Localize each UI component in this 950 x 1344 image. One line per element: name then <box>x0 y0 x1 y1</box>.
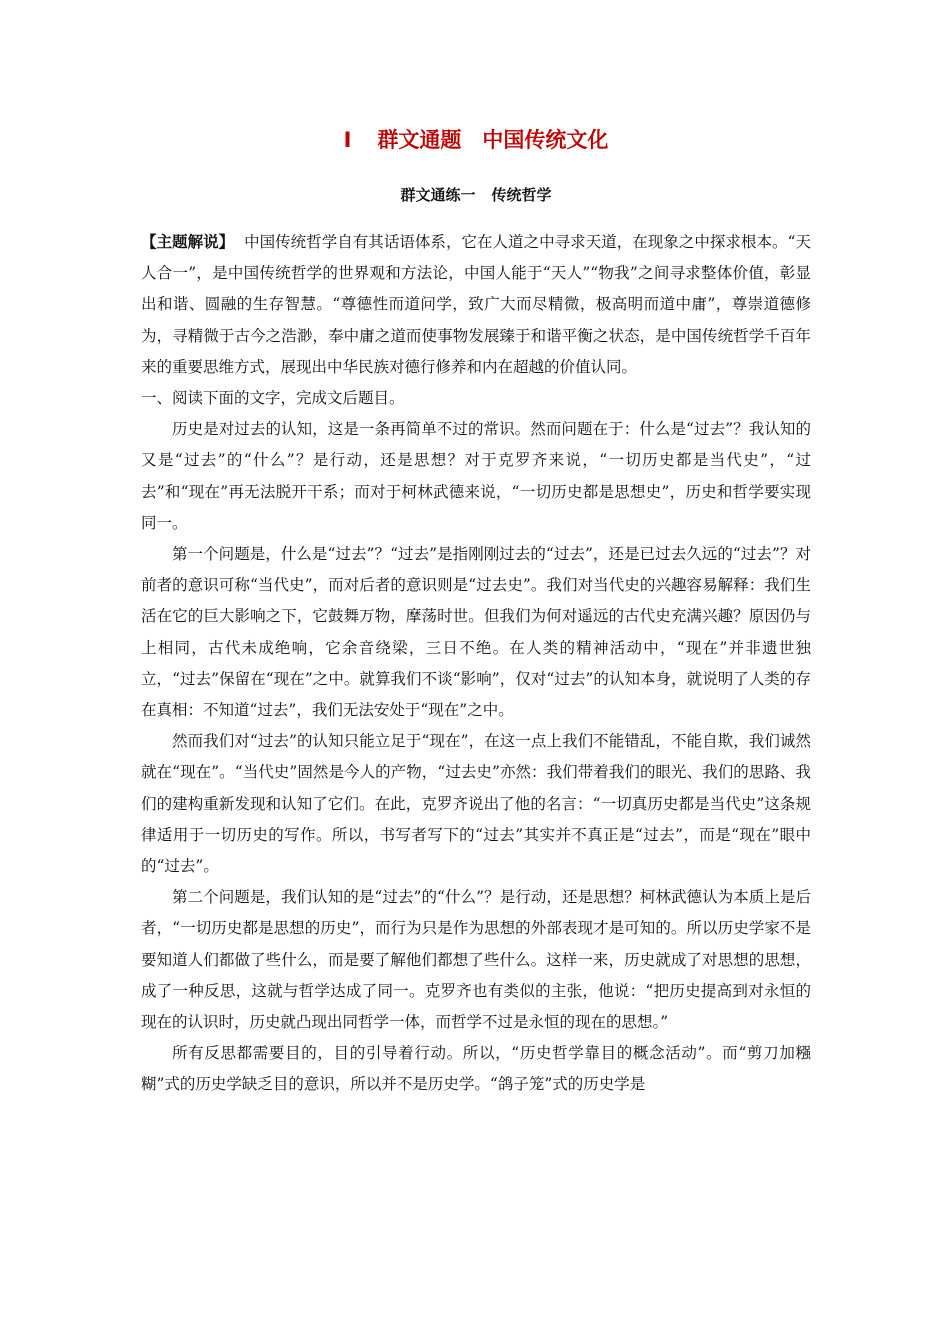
section-title: 群文通题 中国传统文化 <box>377 128 609 152</box>
paragraph: 历史是对过去的认知，这是一条再简单不过的常识。然而问题在于：什么是“过去”？我认知的又是“过去”的“什么”？是行动，还是思想？对于克罗齐来说，“一切历史都是当代史”，“过去”和“现在”再无法脱开干系；而对于柯林武德来说，“一切历史都是思想史”，历史和哲学要实现同一。 <box>141 420 811 532</box>
document-page <box>141 120 811 1101</box>
theme-intro <box>141 226 811 383</box>
sub-title-part2: 传统哲学 <box>491 186 552 204</box>
theme-tag: 【主题解说】 <box>141 232 235 251</box>
paragraph: 第一个问题是，什么是“过去”？“过去”是指刚刚过去的“过去”，还是已过去久远的“过去”？对前者的意识可称“当代史”，而对后者的意识则是“过去史”。我们对当代史的兴趣容易解释：我们生活在它的巨大影响之下，它鼓舞万物，摩荡时世。但我们为何对遥远的古代史充满兴趣？原因仍与上相同，古代未成绝响，它余音绕梁，三日不绝。在人类的精神活动中，“现在”并非遗世独立，“过去”保留在“现在”之中。就算我们不谈“影响”，仅对“过去”的认知本身，就说明了人类的存在真相：不知道“过去”，我们无法安处于“现在”之中。 <box>141 545 811 720</box>
sub-title-part1: 群文通练一 <box>400 186 476 204</box>
theme-text: 中国传统哲学自有其话语体系，它在人道之中寻求天道，在现象之中探求根本。“天人合一”，是中国传统哲学的世界观和方法论，中国人能于“天人”“物我”之间寻求整体价值，彰显出和谐、圆融的生存智慧。“尊德性而道问学，致广大而尽精微，极高明而道中庸”，尊崇道德修为，寻精微于古今之浩渺，奉中庸之道而使事物发展臻于和谐平衡之状态，是中国传统哲学千百年来的重要思维方式，展现出中华民族对德行修养和内在超越的价值认同。 <box>141 233 811 376</box>
body-text <box>141 226 811 1101</box>
main-title <box>141 120 811 160</box>
section-number: Ⅰ <box>343 128 352 152</box>
paragraph: 所有反思都需要目的，目的引导着行动。所以，“历史哲学靠目的概念活动”。而“剪刀加糨糊”式的历史学缺乏目的意识，所以并不是历史学。“鸽子笼”式的历史学是 <box>141 1044 811 1094</box>
question-instruction: 一、阅读下面的文字，完成文后题目。 <box>141 389 405 408</box>
sub-title <box>141 180 811 210</box>
paragraph: 然而我们对“过去”的认知只能立足于“现在”，在这一点上我们不能错乱，不能自欺，我们诚然就在“现在”。“当代史”固然是今人的产物，“过去史”亦然：我们带着我们的眼光、我们的思路、我们的建构重新发现和认知了它们。在此，克罗齐说出了他的名言：“一切真历史都是当代史”这条规律适用于一切历史的写作。所以，书写者写下的“过去”其实并不真正是“过去”，而是“现在”眼中的“过去”。 <box>141 732 811 876</box>
paragraph: 第二个问题是，我们认知的是“过去”的“什么”？是行动，还是思想？柯林武德认为本质上是后者，“一切历史都是思想的历史”，而行为只是作为思想的外部表现才是可知的。所以历史学家不是要知道人们都做了些什么，而是要了解他们都想了些什么。这样一来，历史就成了对思想的思想，成了一种反思，这就与哲学达成了同一。克罗齐也有类似的主张，他说：“把历史提高到对永恒的现在的认识时，历史就凸现出同哲学一体，而哲学不过是永恒的现在的思想。” <box>141 888 811 1032</box>
